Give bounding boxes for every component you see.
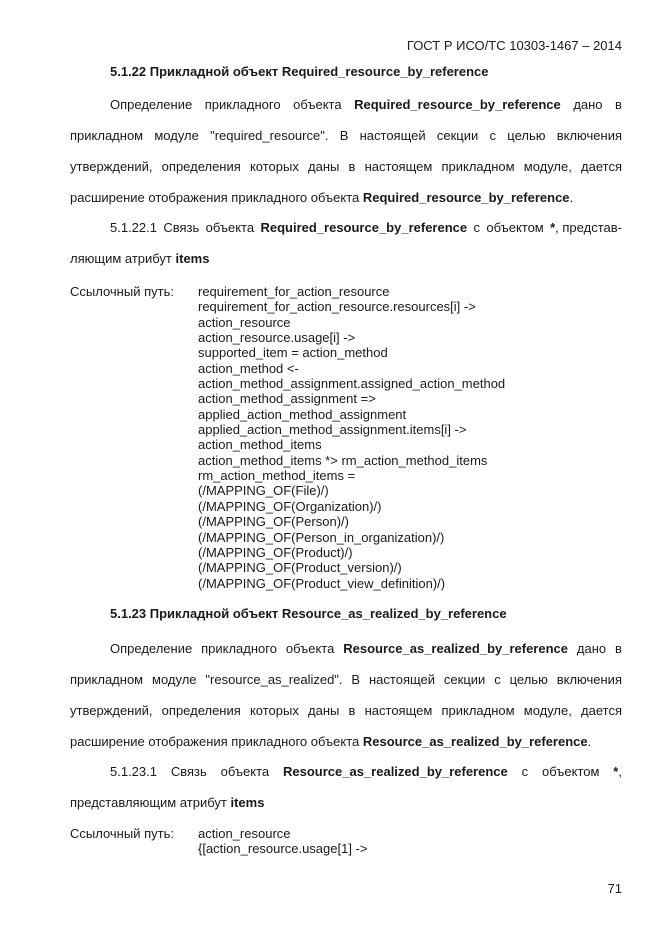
text-line bbox=[70, 640, 622, 671]
text-span bbox=[550, 219, 622, 237]
ref-path-line: (/MAPPING_OF(Product)/) bbox=[198, 544, 353, 560]
section-5-1-22-1-association bbox=[70, 219, 622, 281]
text-line: утверждений, определения которых даны в настоящем прикладном модуле, дается bbox=[70, 703, 622, 718]
section-5-1-23-definition bbox=[70, 640, 622, 764]
ref-path-line: action_resource.usage[i] -> bbox=[198, 330, 356, 346]
text-span: , bbox=[618, 764, 622, 779]
text-span: с объектом bbox=[473, 220, 544, 235]
text-span: . bbox=[569, 190, 574, 205]
ref-path-line: requirement_for_action_resource bbox=[198, 284, 390, 299]
ref-path-line: action_method_items *> rm_action_method_items bbox=[198, 452, 488, 468]
attribute-name: items bbox=[175, 251, 210, 266]
document-header: ГОСТ Р ИСО/ТС 10303-1467 – 2014 bbox=[406, 38, 622, 53]
ref-path-line: applied_action_method_assignment bbox=[198, 406, 407, 422]
text-line bbox=[70, 733, 622, 764]
ref-path-line: rm_action_method_items = bbox=[198, 468, 356, 484]
text-span: ляющим атрибут bbox=[70, 251, 172, 266]
text-span: дано в bbox=[576, 641, 622, 656]
text-span: 5.1.22.1 Связь объекта bbox=[110, 220, 255, 235]
ref-path-line: (/MAPPING_OF(File)/) bbox=[198, 483, 329, 499]
text-line bbox=[70, 96, 622, 127]
text-span: Определение прикладного объекта bbox=[110, 641, 335, 656]
wildcard-mark: * bbox=[550, 220, 556, 235]
attribute-name: items bbox=[230, 795, 265, 810]
ref-path-line: supported_item = action_method bbox=[198, 345, 388, 361]
text-line: утверждений, определения которых даны в настоящем прикладном модуле, дается bbox=[70, 159, 622, 174]
entity-name: Required_resource_by_reference bbox=[362, 190, 570, 205]
reference-path-label: Ссылочный путь: bbox=[70, 826, 174, 841]
text-line bbox=[70, 189, 622, 220]
ref-path-line: (/MAPPING_OF(Organization)/) bbox=[198, 498, 382, 514]
ref-path-line: action_method <- bbox=[198, 360, 299, 376]
ref-path-line: applied_action_method_assignment.items[i] -> bbox=[198, 422, 467, 438]
entity-name: Required_resource_by_reference bbox=[354, 97, 561, 112]
text-line bbox=[70, 763, 622, 794]
section-title-5-1-23: 5.1.23 Прикладной объект Resource_as_realized_by_reference bbox=[110, 606, 507, 621]
ref-path-line: (/MAPPING_OF(Person)/) bbox=[198, 514, 349, 530]
text-span: представляющим атрибут bbox=[70, 795, 227, 810]
ref-path-line: action_method_assignment.assigned_action_method bbox=[198, 376, 506, 392]
ref-path-line: (/MAPPING_OF(Product_view_definition)/) bbox=[198, 575, 446, 591]
entity-name: Required_resource_by_reference bbox=[260, 220, 468, 235]
text-span: . bbox=[587, 734, 592, 749]
reference-path-list bbox=[198, 826, 367, 857]
reference-path-label: Ссылочный путь: bbox=[70, 284, 174, 299]
wildcard-mark: * bbox=[613, 764, 619, 779]
section-5-1-23-1-association bbox=[70, 763, 622, 825]
text-span: расширение отображения прикладного объекта bbox=[70, 734, 360, 749]
text-span: с объектом bbox=[521, 764, 600, 779]
text-span bbox=[613, 763, 622, 781]
ref-path-line: (/MAPPING_OF(Product_version)/) bbox=[198, 560, 402, 576]
text-span: дано в bbox=[573, 97, 622, 112]
entity-name: Resource_as_realized_by_reference bbox=[283, 764, 508, 779]
text-span: Определение прикладного объекта bbox=[110, 97, 342, 112]
entity-name: Resource_as_realized_by_reference bbox=[362, 734, 588, 749]
ref-path-line: {[action_resource.usage[1] -> bbox=[198, 841, 368, 857]
text-span: расширение отображения прикладного объекта bbox=[70, 190, 360, 205]
ref-path-line: action_method_assignment => bbox=[198, 391, 376, 407]
text-line bbox=[70, 219, 622, 250]
ref-path-line: (/MAPPING_OF(Person_in_organization)/) bbox=[198, 529, 445, 545]
ref-path-line: action_resource bbox=[198, 826, 291, 841]
text-line bbox=[70, 794, 622, 825]
section-5-1-22-definition bbox=[70, 96, 622, 220]
section-title-5-1-22: 5.1.22 Прикладной объект Required_resource_by_reference bbox=[110, 64, 489, 79]
ref-path-line: action_resource bbox=[198, 314, 291, 330]
text-span: 5.1.23.1 Связь объекта bbox=[110, 764, 270, 779]
ref-path-line: requirement_for_action_resource.resources[i] -> bbox=[198, 299, 476, 315]
entity-name: Resource_as_realized_by_reference bbox=[343, 641, 569, 656]
ref-path-line: action_method_items bbox=[198, 437, 322, 453]
text-line: прикладном модуле "resource_as_realized". В настоящей секции с целью включения bbox=[70, 672, 622, 687]
page-number: 71 bbox=[607, 881, 622, 896]
text-line: прикладном модуле "required_resource". В настоящей секции с целью включения bbox=[70, 128, 622, 143]
text-line bbox=[70, 250, 622, 281]
text-span: , представ- bbox=[555, 220, 622, 235]
reference-path-list bbox=[198, 284, 505, 591]
